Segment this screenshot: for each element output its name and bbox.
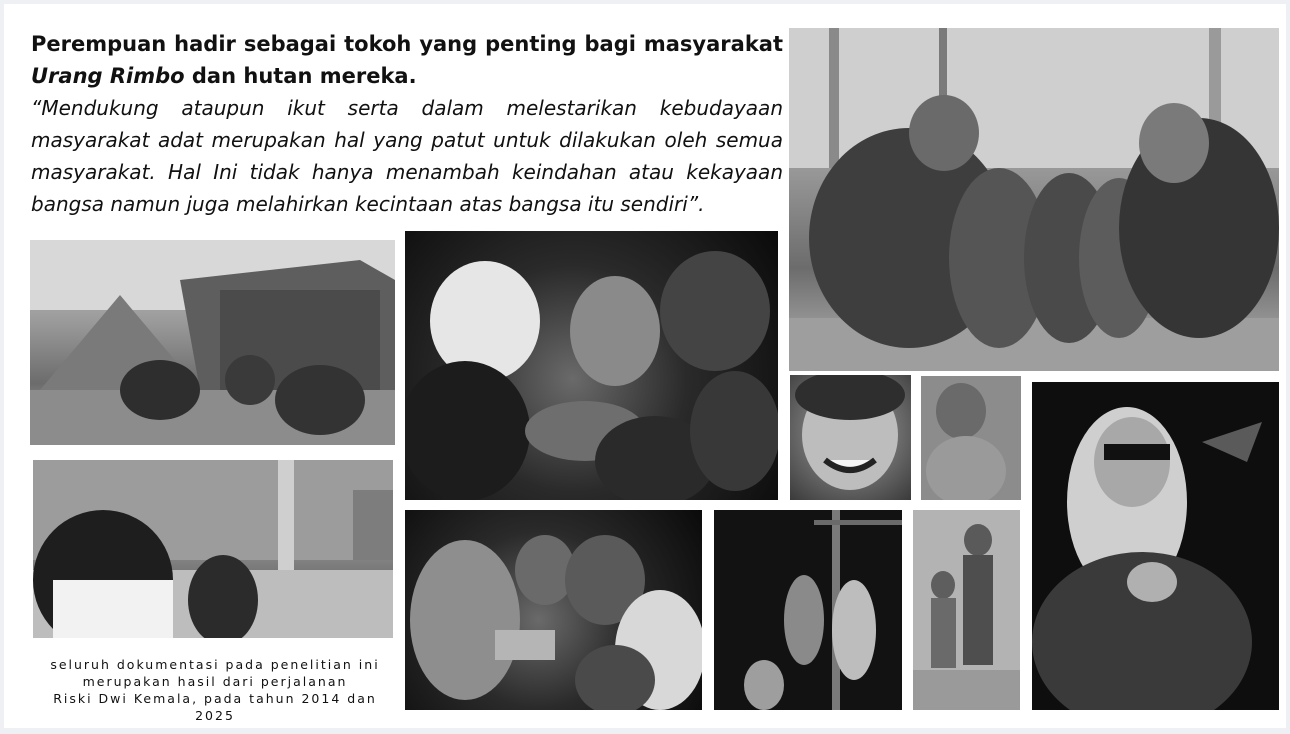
photo-night-study-image xyxy=(405,510,702,710)
photo-children-climbing-image xyxy=(714,510,902,710)
photo-forest-clearing-image xyxy=(33,460,393,638)
caption-line-1: seluruh dokumentasi pada penelitian ini xyxy=(50,657,380,672)
photo-hut-gathering xyxy=(30,240,395,445)
photo-hut-gathering-image xyxy=(30,240,395,445)
photo-group-children xyxy=(789,28,1279,371)
photo-credit-caption xyxy=(34,656,396,724)
photo-children-climbing xyxy=(714,510,902,710)
caption-line-4: 2025 xyxy=(195,708,235,723)
photo-night-study xyxy=(405,510,702,710)
photo-smiling-child-image xyxy=(790,375,911,500)
heading-emphasis: Urang Rimbo xyxy=(31,64,185,88)
heading-text-end: dan hutan mereka. xyxy=(184,64,417,88)
photo-woman-hijab-image xyxy=(1032,382,1279,710)
quote-paragraph: “Mendukung ataupun ikut serta dalam melestarikan kebudayaan masyarakat adat merupakan hal yang patut untuk dilakukan oleh semua masyarakat. Hal Ini tidak hanya menambah keindahan atau kekayaan bangsa namun juga melahirkan kecintaan atas bangsa itu sendiri”. xyxy=(31,96,783,216)
photo-forest-clearing xyxy=(33,460,393,638)
photo-child-holding-image xyxy=(921,376,1021,500)
caption-line-2: merupakan hasil dari perjalanan xyxy=(82,674,348,689)
slide xyxy=(4,4,1286,728)
photo-child-holding xyxy=(921,376,1021,500)
photo-woman-hijab xyxy=(1032,382,1279,710)
slide-heading xyxy=(31,28,783,92)
photo-group-children-image xyxy=(789,28,1279,371)
photo-night-meal xyxy=(405,231,778,500)
heading-text: Perempuan hadir sebagai tokoh yang penting bagi masyarakat xyxy=(31,32,783,56)
caption-line-3: Riski Dwi Kemala, pada tahun 2014 dan xyxy=(53,691,377,706)
photo-man-with-child xyxy=(913,510,1020,710)
photo-night-meal-image xyxy=(405,231,778,500)
photo-man-with-child-image xyxy=(913,510,1020,710)
photo-smiling-child xyxy=(790,375,911,500)
